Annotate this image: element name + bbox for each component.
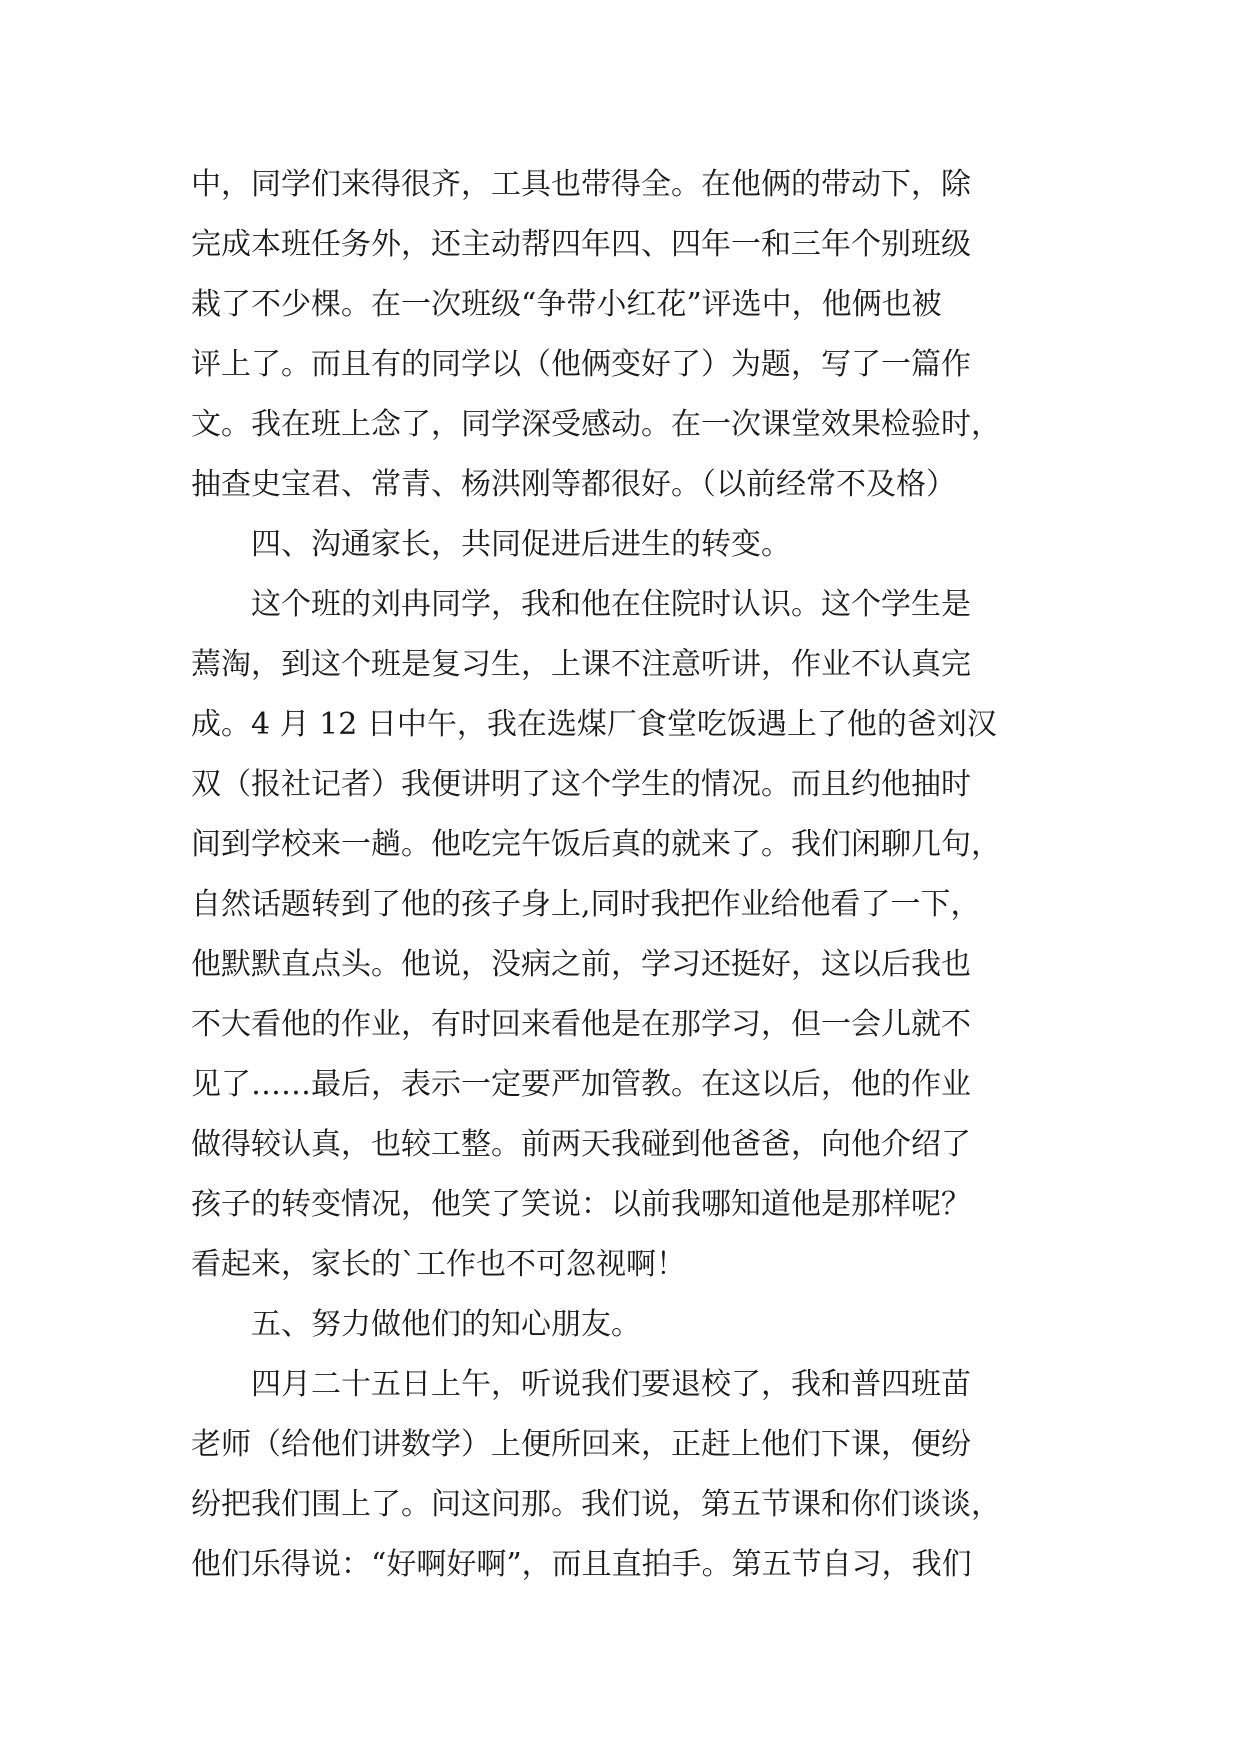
text-line: 纷把我们围上了。问这问那。我们说，第五节课和你们谈谈， bbox=[191, 1487, 1001, 1522]
text-line: 见了……最后，表示一定要严加管教。在这以后，他的作业 bbox=[191, 1067, 971, 1102]
text-line: 抽查史宝君、常青、杨洪刚等都很好。（以前经常不及格） bbox=[191, 467, 956, 502]
text-line: 他默默直点头。他说，没病之前，学习还挺好，这以后我也 bbox=[191, 947, 971, 982]
text-line: 中，同学们来得很齐，工具也带得全。在他俩的带动下，除 bbox=[191, 167, 971, 202]
text-line: 他们乐得说：“好啊好啊”，而且直拍手。第五节自习，我们 bbox=[191, 1547, 972, 1582]
body-text bbox=[191, 155, 1051, 1595]
text-line: 四月二十五日上午，听说我们要退校了，我和普四班苗 bbox=[251, 1367, 971, 1402]
text-line: 老师（给他们讲数学）上便所回来，正赶上他们下课，便纷 bbox=[191, 1427, 971, 1462]
text-line: 完成本班任务外，还主动帮四年四、四年一和三年个别班级 bbox=[191, 227, 971, 262]
text-line: 这个班的刘冉同学，我和他在住院时认识。这个学生是 bbox=[251, 587, 971, 622]
text-line: 栽了不少棵。在一次班级“争带小红花”评选中，他俩也被 bbox=[191, 287, 942, 322]
text-line: 蔫淘，到这个班是复习生，上课不注意听讲，作业不认真完 bbox=[191, 647, 971, 682]
text-line: 四、沟通家长，共同促进后进生的转变。 bbox=[251, 527, 791, 562]
text-line: 看起来，家长的`工作也不可忽视啊！ bbox=[191, 1247, 686, 1282]
text-line: 文。我在班上念了，同学深受感动。在一次课堂效果检验时， bbox=[191, 407, 1001, 442]
text-line: 双（报社记者）我便讲明了这个学生的情况。而且约他抽时 bbox=[191, 767, 971, 802]
text-line: 做得较认真，也较工整。前两天我碰到他爸爸，向他介绍了 bbox=[191, 1127, 971, 1162]
text-line: 不大看他的作业，有时回来看他是在那学习，但一会儿就不 bbox=[191, 1007, 971, 1042]
text-line: 五、努力做他们的知心朋友。 bbox=[251, 1307, 641, 1342]
text-line: 间到学校来一趟。他吃完午饭后真的就来了。我们闲聊几句， bbox=[191, 827, 1001, 862]
text-line: 评上了。而且有的同学以（他俩变好了）为题，写了一篇作 bbox=[191, 347, 971, 382]
text-line: 孩子的转变情况，他笑了笑说：以前我哪知道他是那样呢？ bbox=[191, 1187, 971, 1222]
text-line: 自然话题转到了他的孩子身上,同时我把作业给他看了一下， bbox=[191, 887, 981, 922]
text-line: 成。4 月 12 日中午，我在选煤厂食堂吃饭遇上了他的爸刘汉 bbox=[191, 707, 997, 742]
